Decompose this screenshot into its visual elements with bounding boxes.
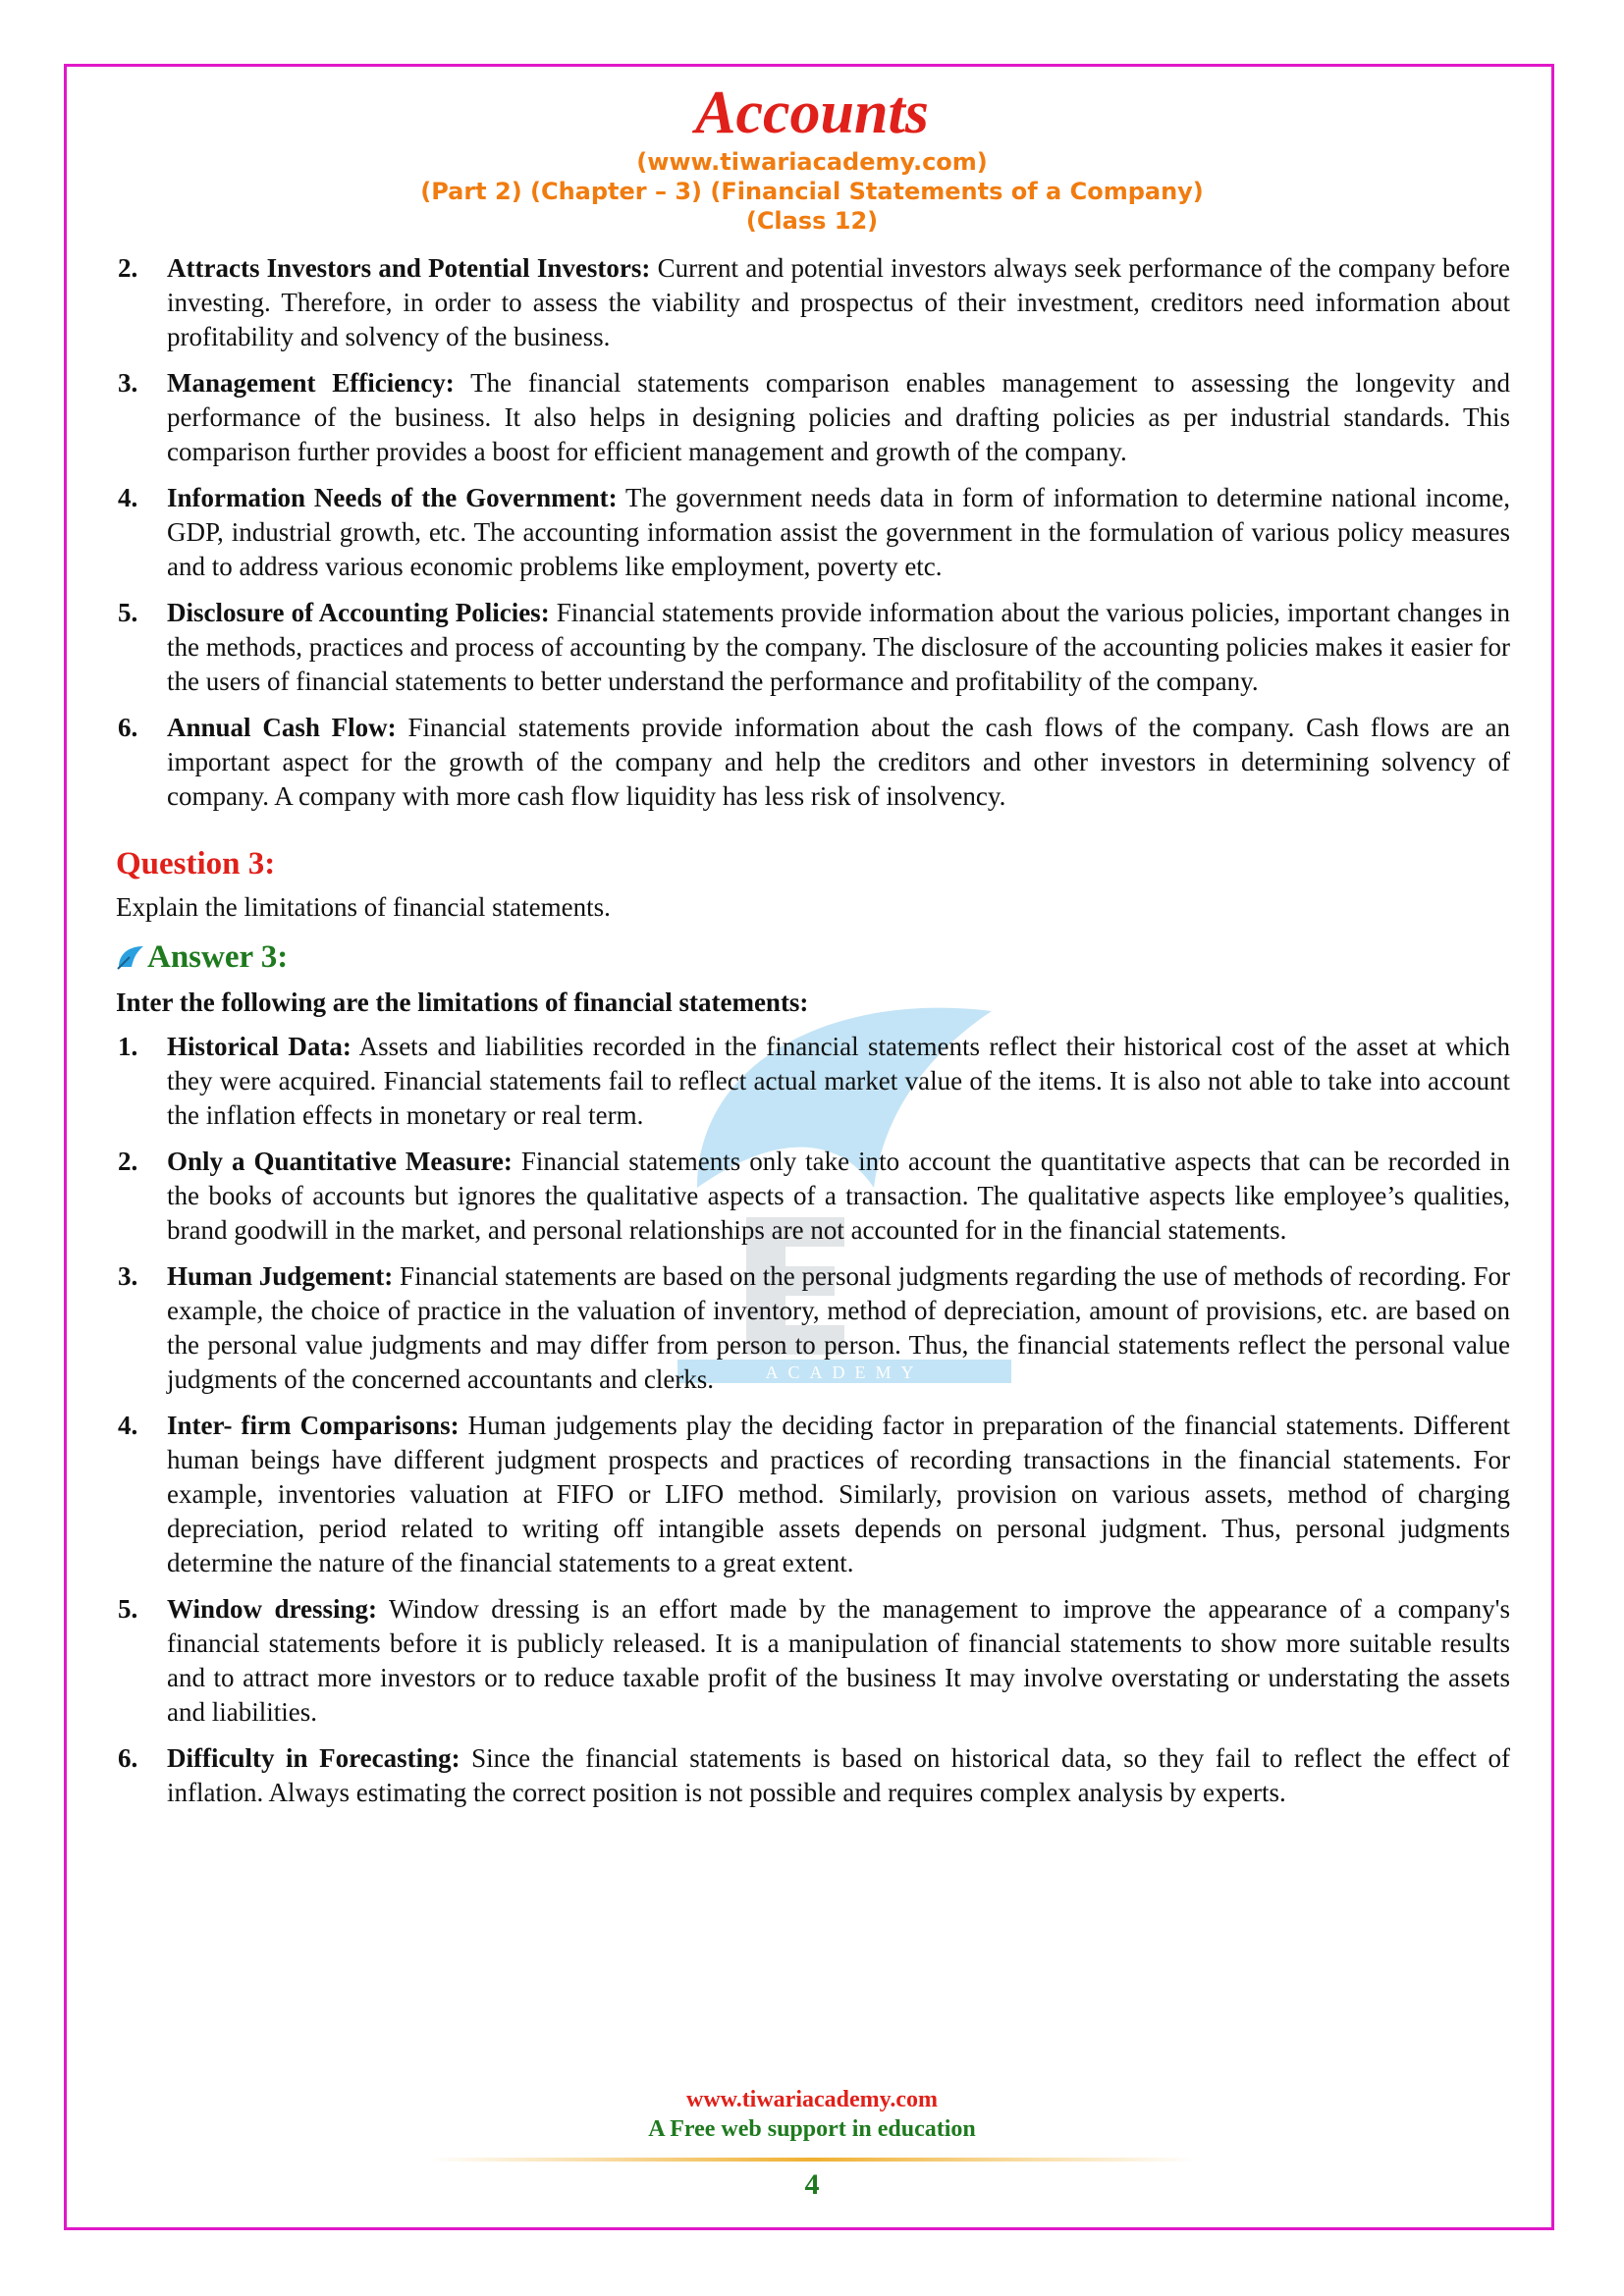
list-item — [116, 251, 1510, 354]
page-number: 4 — [804, 2168, 820, 2201]
item-number: 5. — [118, 1594, 138, 1624]
list-item — [116, 1409, 1510, 1580]
item-title: Only a Quantitative Measure: — [167, 1147, 513, 1176]
question-heading: Question 3: — [116, 846, 276, 881]
item-title: Annual Cash Flow: — [167, 713, 397, 742]
list-item — [116, 1741, 1510, 1810]
answer-heading-text: Answer 3: — [147, 939, 289, 975]
list-item — [116, 711, 1510, 814]
item-title: Human Judgement: — [167, 1261, 394, 1291]
item-number: 2. — [118, 1147, 138, 1176]
item-title: Inter- firm Comparisons: — [167, 1411, 460, 1440]
watermark-text: ACADEMY — [765, 1362, 924, 1382]
page-header — [0, 79, 1624, 236]
importance-list — [116, 251, 1510, 814]
item-number: 4. — [118, 1411, 138, 1440]
answer-heading — [116, 936, 1510, 978]
site-url: (www.tiwariacademy.com) — [636, 148, 988, 176]
item-title: Disclosure of Accounting Policies: — [167, 598, 550, 627]
item-text: Since the financial statements is based on historical data, so they fail to reflect the effect of inflation. Always estimating the correct position is not possible and requires complex analysis by experts. — [167, 1743, 1510, 1807]
item-text: Window dressing is an effort made by the management to improve the appearance of a company's financial statements before it is publicly released. It is a manipulation of financial statements to show more suitable results and to attract more investors or to reduce taxable profit of the business It may involve overstating or understating the assets and liabilities. — [167, 1594, 1510, 1727]
footer-url: www.tiwariacademy.com — [686, 2087, 938, 2112]
item-text: The government needs data in form of information to determine national income, GDP, industrial growth, etc. The accounting information assist the government in the formulation of various policy measures and to address various economic problems like employment, poverty etc. — [167, 483, 1510, 581]
item-number: 5. — [118, 598, 138, 627]
limitations-list — [116, 1030, 1510, 1810]
item-text: Assets and liabilities recorded in the financial statements reflect their historical cost of the asset at which they were acquired. Financial statements fail to reflect actual market value of the items. It is also not able to take into account the inflation effects in monetary or real term. — [167, 1032, 1510, 1130]
item-title: Historical Data: — [167, 1032, 352, 1061]
item-text: Financial statements only take into account the quantitative aspects that can be recorded in the books of accounts but ignores the qualitative aspects of a transaction. The qualitative aspects like employee’s qualities, brand goodwill in the market, and personal relationships are not accounted for in the financial statements. — [167, 1147, 1510, 1245]
item-title: Window dressing: — [167, 1594, 378, 1624]
item-number: 6. — [118, 713, 138, 742]
pen-leaf-icon — [116, 943, 145, 971]
subject-title: Accounts — [695, 80, 929, 146]
footer-divider — [429, 2158, 1195, 2162]
item-text: Financial statements are based on the personal judgments regarding the use of methods of recording. For example, the choice of practice in the valuation of inventory, method of depreciation, amount of provisions, etc. are based on the personal value judgments and may differ from person to person. Thus, the financial statements reflect the personal value judgments of the concerned accountants and clerks. — [167, 1261, 1510, 1394]
main-content — [116, 251, 1510, 1822]
chapter-line: (Part 2) (Chapter – 3) (Financial Statements of a Company) — [420, 178, 1204, 205]
item-title: Attracts Investors and Potential Investors: — [167, 253, 651, 283]
item-text: The financial statements comparison enables management to assessing the longevity and performance of the business. It also helps in designing policies and drafting policies as per industrial standards. This comparison further provides a boost for efficient management and growth of the company. — [167, 368, 1510, 466]
list-item — [116, 366, 1510, 469]
footer-tagline: A Free web support in education — [648, 2116, 976, 2142]
item-text: Current and potential investors always seek performance of the company before investing. Therefore, in order to assess the viability and prospectus of their investment, creditors need information about profitability and solvency of the business. — [167, 253, 1510, 351]
list-item — [116, 1145, 1510, 1248]
list-item — [116, 1259, 1510, 1397]
item-text: Financial statements provide information about the cash flows of the company. Cash flows are an important aspect for the growth of the company and help the creditors and other investors in determining solvency of company. A company with more cash flow liquidity has less risk of insolvency. — [167, 713, 1510, 811]
list-item — [116, 1592, 1510, 1730]
item-text: Human judgements play the deciding factor in preparation of the financial statements. Different human beings have different judgment prospects and practices of recording transactions in the financial statements. For example, inventories valuation at FIFO or LIFO method. Similarly, provision on various assets, method of charging depreciation, period related to writing off intangible assets depends on personal judgment. Thus, personal judgments determine the nature of the financial statements to a great extent. — [167, 1411, 1510, 1577]
item-title: Management Efficiency: — [167, 368, 455, 398]
question-text: Explain the limitations of financial statements. — [116, 892, 611, 922]
item-number: 6. — [118, 1743, 138, 1773]
item-title: Information Needs of the Government: — [167, 483, 618, 512]
item-number: 3. — [118, 368, 138, 398]
item-number: 4. — [118, 483, 138, 512]
list-item — [116, 596, 1510, 699]
item-title: Difficulty in Forecasting: — [167, 1743, 460, 1773]
list-item — [116, 1030, 1510, 1133]
item-number: 3. — [118, 1261, 138, 1291]
item-number: 1. — [118, 1032, 138, 1061]
page-footer — [0, 2085, 1624, 2203]
list-item — [116, 481, 1510, 584]
item-number: 2. — [118, 253, 138, 283]
answer-intro: Inter the following are the limitations of financial statements: — [116, 988, 809, 1017]
class-line: (Class 12) — [745, 207, 879, 235]
item-text: Financial statements provide information about the various policies, important changes in the methods, practices and process of accounting by the company. The disclosure of the accounting policies makes it easier for the users of financial statements to better understand the performance and profitability of the company. — [167, 598, 1510, 696]
